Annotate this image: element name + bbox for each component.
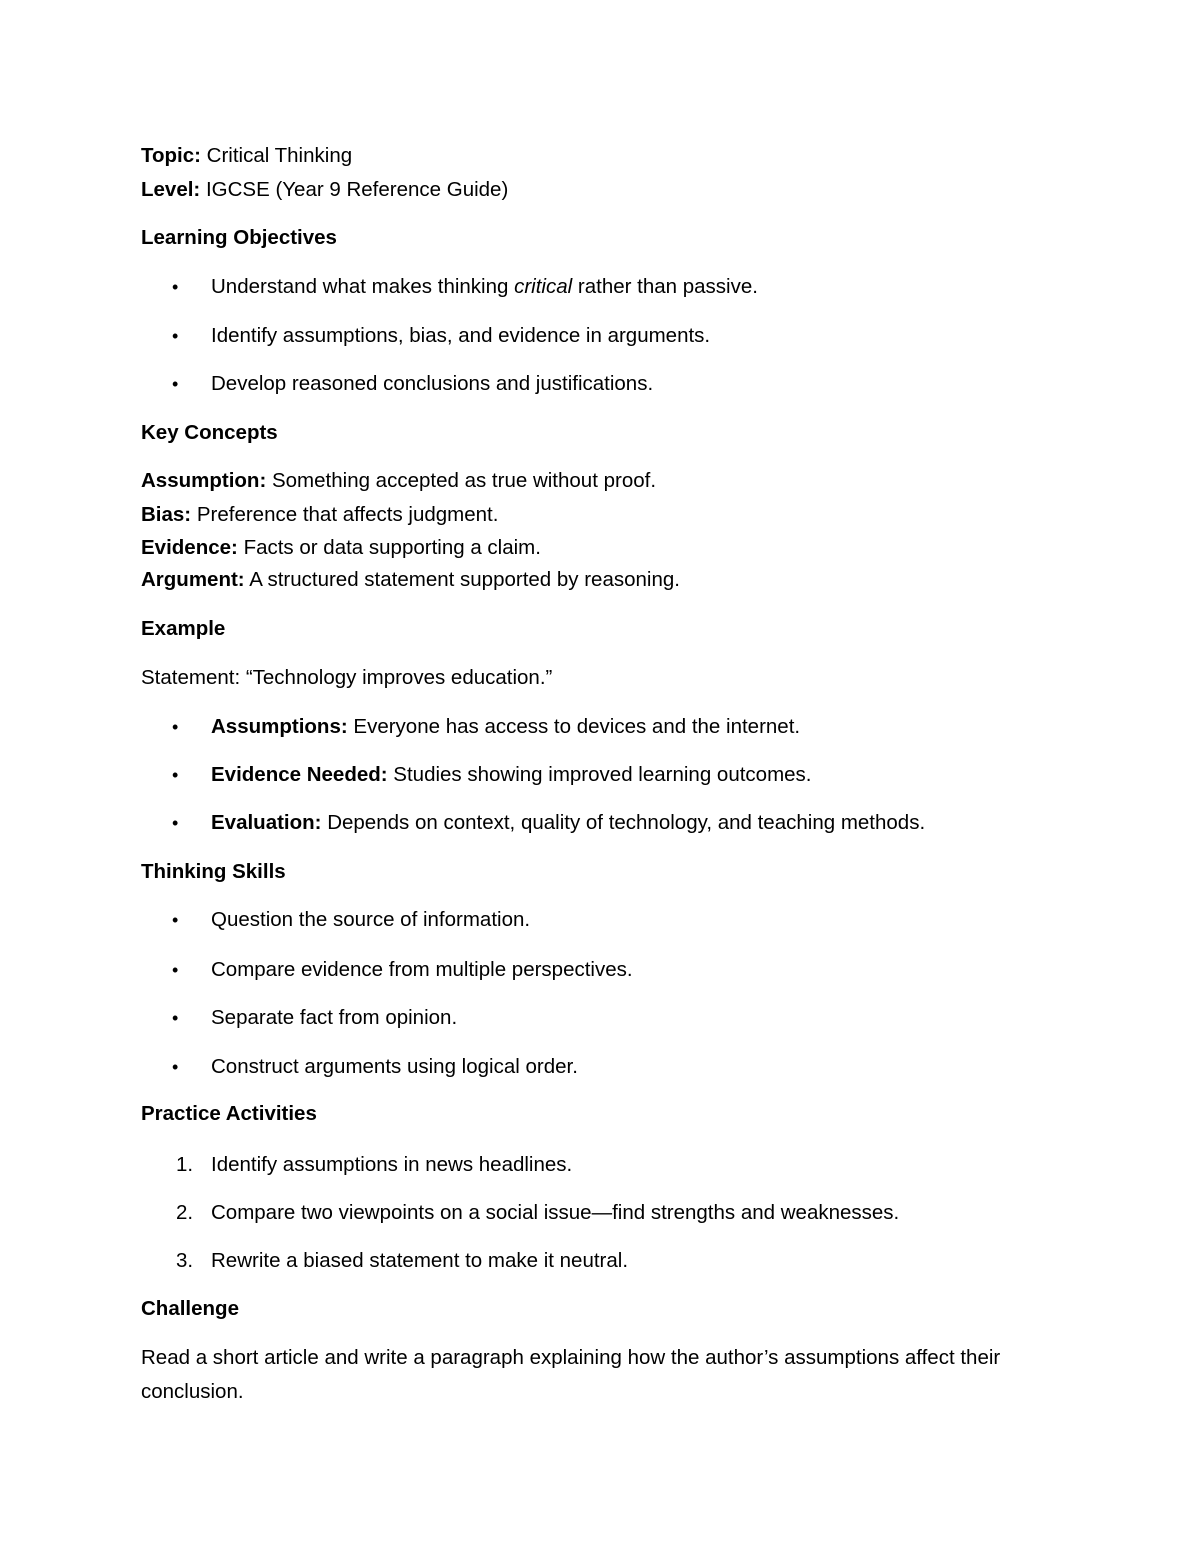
- objectives-heading: Learning Objectives: [141, 226, 337, 249]
- practice-heading: Practice Activities: [141, 1102, 317, 1125]
- objective-item: Develop reasoned conclusions and justifications.: [211, 372, 654, 395]
- bullet-marker: •: [172, 326, 179, 346]
- example-item-term: Evaluation:: [211, 811, 322, 834]
- objective-item-text: Understand what makes thinking: [211, 275, 515, 298]
- example-statement: Statement: “Technology improves education.”: [141, 666, 553, 689]
- concept-definition: Something accepted as true without proof.: [271, 469, 657, 492]
- bullet-marker: •: [172, 1008, 179, 1028]
- objective-item: [211, 277, 758, 298]
- list-number: 3.: [176, 1249, 194, 1272]
- skill-item: Compare evidence from multiple perspectives.: [211, 958, 633, 981]
- practice-item: Rewrite a biased statement to make it neutral.: [211, 1249, 629, 1272]
- example-item-text: Everyone has access to devices and the internet.: [353, 715, 801, 738]
- challenge-heading: Challenge: [141, 1297, 239, 1320]
- skill-item: Separate fact from opinion.: [211, 1006, 458, 1029]
- bullet-marker: •: [172, 1057, 179, 1077]
- level-label: Level:: [141, 178, 201, 201]
- objective-item-text: rather than passive.: [572, 275, 758, 298]
- example-item-term: Evidence Needed:: [211, 763, 388, 786]
- example-item: [211, 765, 812, 786]
- level-value: IGCSE (Year 9 Reference Guide): [205, 178, 509, 201]
- level-line: [141, 180, 508, 201]
- topic-label: Topic:: [141, 144, 201, 167]
- concept-term: Evidence:: [141, 536, 238, 559]
- concept-definition: A structured statement supported by reasoning.: [249, 568, 680, 591]
- challenge-text-line: conclusion.: [141, 1380, 244, 1403]
- list-number: 2.: [176, 1201, 194, 1224]
- practice-item: Identify assumptions in news headlines.: [211, 1153, 573, 1176]
- concept-item: [141, 538, 541, 559]
- concept-definition: Preference that affects judgment.: [196, 503, 499, 526]
- bullet-marker: •: [172, 277, 179, 297]
- example-heading: Example: [141, 617, 226, 640]
- list-number: 1.: [176, 1153, 194, 1176]
- skill-item: Question the source of information.: [211, 908, 531, 931]
- topic-line: [141, 146, 352, 167]
- objective-item-emphasis: critical: [514, 275, 573, 298]
- objective-item: Identify assumptions, bias, and evidence in arguments.: [211, 324, 711, 347]
- concepts-heading: Key Concepts: [141, 421, 278, 444]
- concept-term: Assumption:: [141, 469, 267, 492]
- bullet-marker: •: [172, 717, 179, 737]
- concept-item: [141, 505, 498, 526]
- example-item-term: Assumptions:: [211, 715, 348, 738]
- bullet-marker: •: [172, 910, 179, 930]
- skill-item: Construct arguments using logical order.: [211, 1055, 578, 1078]
- concept-term: Argument:: [141, 568, 245, 591]
- concept-definition: Facts or data supporting a claim.: [243, 536, 541, 559]
- example-item: [211, 717, 800, 738]
- concept-item: [141, 570, 680, 591]
- bullet-marker: •: [172, 765, 179, 785]
- bullet-marker: •: [172, 374, 179, 394]
- skills-heading: Thinking Skills: [141, 860, 286, 883]
- challenge-text-line: Read a short article and write a paragraph explaining how the author’s assumptions affect their: [141, 1346, 1001, 1369]
- concept-item: [141, 471, 656, 492]
- bullet-marker: •: [172, 960, 179, 980]
- example-item-text: Studies showing improved learning outcomes.: [393, 763, 812, 786]
- example-item-text: Depends on context, quality of technology, and teaching methods.: [327, 811, 926, 834]
- example-item: [211, 813, 925, 834]
- practice-item: Compare two viewpoints on a social issue—find strengths and weaknesses.: [211, 1201, 900, 1224]
- bullet-marker: •: [172, 813, 179, 833]
- concept-term: Bias:: [141, 503, 192, 526]
- topic-value: Critical Thinking: [206, 144, 353, 167]
